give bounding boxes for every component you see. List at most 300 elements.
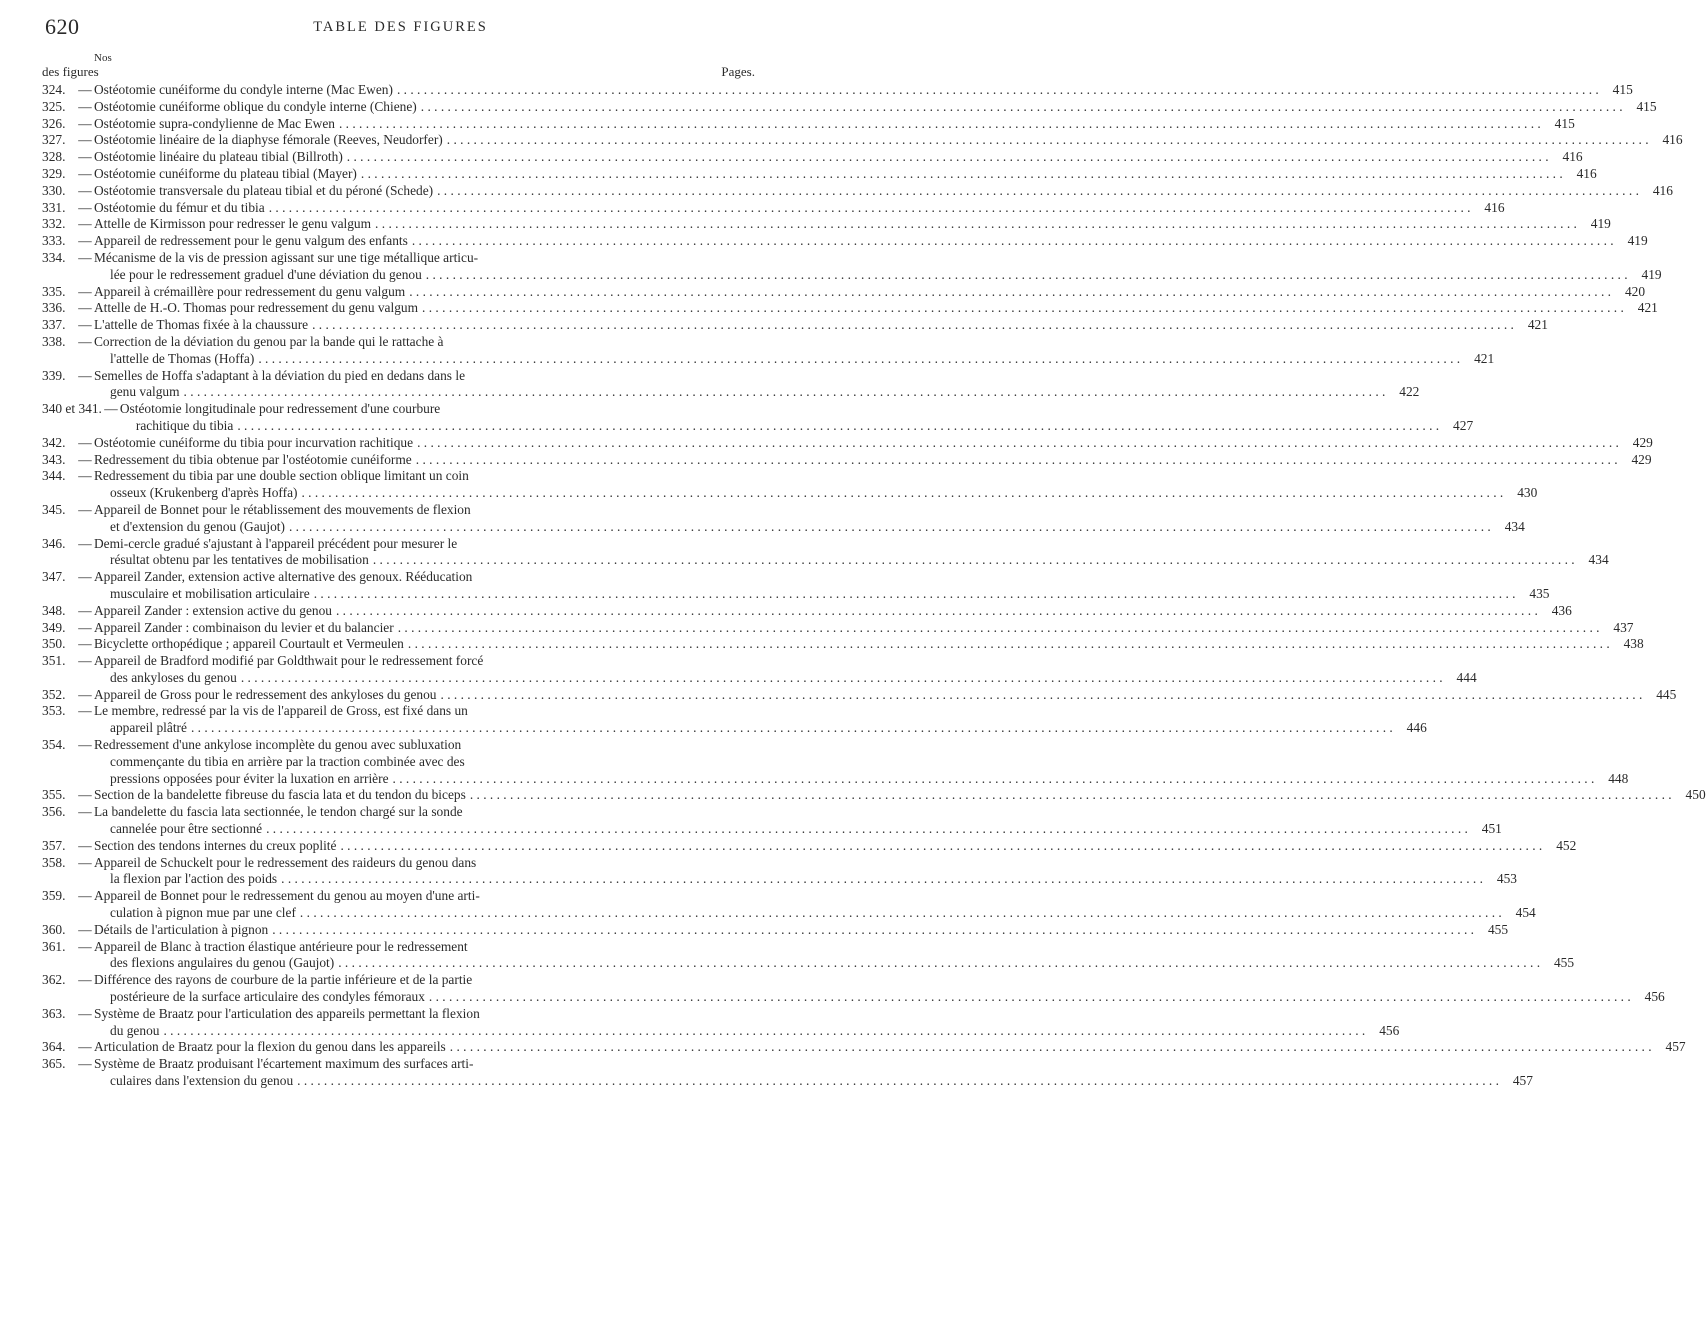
- figure-entry: [42, 182, 1673, 200]
- figure-number: 362.: [42, 972, 66, 988]
- figure-number: 334.: [42, 249, 66, 265]
- caption-line: Appareil de Gross pour le redressement des ankyloses du genou: [94, 686, 437, 702]
- figure-number: 331.: [42, 199, 66, 215]
- figure-caption: [94, 435, 1653, 452]
- entry-dash: —: [78, 602, 92, 618]
- figure-entry: [42, 535, 1609, 570]
- dot-leader: [433, 183, 1643, 200]
- dot-leader: [412, 452, 1622, 469]
- figure-number: 325.: [42, 98, 66, 114]
- figure-entry: [42, 653, 1477, 687]
- entry-dash: —: [78, 367, 92, 383]
- figure-caption: [94, 99, 1657, 116]
- figure-number: 363.: [42, 1005, 66, 1021]
- figure-entry: [42, 233, 1648, 250]
- figure-entry: [42, 888, 1536, 922]
- caption-line: lée pour le redressement graduel d'une déviation du genou: [110, 266, 422, 282]
- entry-dash: —: [78, 921, 92, 937]
- entry-dash: —: [78, 837, 92, 853]
- figure-caption: [94, 939, 1574, 973]
- caption-line: Correction de la déviation du genou par la bande qui le rattache à: [94, 333, 444, 349]
- dot-leader: [389, 771, 1599, 788]
- figure-number: 332.: [42, 216, 66, 232]
- figure-entry: [42, 367, 1420, 402]
- caption-line: Ostéotomie cunéiforme du tibia pour incurvation rachitique: [94, 434, 414, 450]
- figure-caption: [94, 149, 1583, 166]
- figure-entry: [42, 703, 1427, 737]
- entry-dash: —: [78, 434, 92, 450]
- caption-line: La bandelette du fascia lata sectionnée, le tendon chargé sur la sonde: [94, 804, 463, 820]
- figure-caption: [94, 1039, 1686, 1056]
- entry-dash: —: [78, 233, 92, 249]
- figure-entry: [42, 115, 1575, 133]
- dot-leader: [369, 552, 1579, 569]
- figure-number: 333.: [42, 233, 66, 249]
- figure-number: 342.: [42, 434, 66, 450]
- caption-line: Ostéotomie cunéiforme oblique du condyle interne (Chiene): [94, 98, 417, 114]
- entry-dash: —: [78, 468, 92, 484]
- figure-caption: [94, 636, 1644, 653]
- column-header-numbers: Nos: [94, 52, 112, 64]
- dot-leader: [297, 485, 1507, 502]
- entry-dash: —: [78, 149, 92, 165]
- figure-caption: [94, 200, 1505, 217]
- entry-dash: —: [78, 737, 92, 753]
- entry-dash: —: [78, 535, 92, 551]
- dot-leader: [404, 636, 1614, 653]
- figure-entry: [42, 98, 1657, 116]
- figure-entry: [42, 317, 1548, 334]
- dot-leader: [446, 1039, 1656, 1056]
- dot-leader: [466, 787, 1676, 804]
- caption-line: culaires dans l'extension du genou: [110, 1073, 294, 1089]
- figure-caption: [94, 82, 1633, 99]
- caption-line: Attelle de Kirmisson pour redresser le genu valgum: [94, 216, 372, 232]
- figure-number: 350.: [42, 636, 66, 652]
- figure-number: 328.: [42, 149, 66, 165]
- caption-line: Ostéotomie longitudinale pour redressement d'une courbure: [119, 401, 441, 417]
- figure-number: 352.: [42, 686, 66, 702]
- caption-line: Redressement du tibia par une double section oblique limitant un coin: [94, 468, 469, 484]
- figure-caption: [94, 737, 1628, 787]
- entry-dash: —: [78, 1039, 92, 1055]
- dot-leader: [437, 687, 1647, 704]
- entry-dash: —: [78, 132, 92, 148]
- page-ref: 455: [1487, 921, 1509, 937]
- caption-line: Section de la bandelette fibreuse du fascia lata et du tendon du biceps: [94, 787, 466, 803]
- entry-dash: —: [78, 182, 92, 198]
- figure-entry: [42, 737, 1629, 787]
- dot-leader: [233, 418, 1443, 435]
- figure-entry: [42, 249, 1662, 284]
- figure-number: 364.: [42, 1039, 66, 1055]
- entry-dash: —: [78, 854, 92, 870]
- figure-entry: [42, 283, 1646, 301]
- page-ref: 429: [1631, 451, 1652, 467]
- page-ref: 416: [1652, 182, 1673, 198]
- dot-leader: [422, 267, 1632, 284]
- caption-line: culation à pignon mue par une clef: [110, 905, 296, 921]
- caption-line: l'attelle de Thomas (Hoffa): [110, 350, 255, 366]
- entry-dash: —: [78, 972, 92, 988]
- figure-number: 360.: [42, 921, 66, 937]
- entry-dash: —: [78, 569, 92, 585]
- entry-dash: —: [78, 653, 92, 669]
- page-ref: 436: [1551, 602, 1572, 618]
- caption-line: Semelles de Hoffa s'adaptant à la déviation du pied en dedans dans le: [94, 367, 466, 383]
- page-ref: 427: [1453, 417, 1474, 433]
- page-ref: 453: [1496, 871, 1517, 887]
- figure-entry: [42, 1039, 1686, 1056]
- figure-caption: [94, 284, 1645, 301]
- dot-leader: [357, 166, 1567, 183]
- caption-line: commençante du tibia en arrière par la traction combinée avec des: [110, 753, 465, 769]
- figure-number: 357.: [42, 837, 66, 853]
- figure-entry: [42, 199, 1505, 217]
- entry-dash: —: [78, 501, 92, 517]
- dot-leader: [417, 99, 1627, 116]
- entry-dash: —: [78, 199, 92, 215]
- figure-number: 337.: [42, 317, 66, 333]
- figure-caption: [94, 166, 1597, 183]
- page-ref: 420: [1624, 283, 1646, 299]
- entry-dash: —: [78, 165, 92, 181]
- figure-number: 326.: [42, 115, 66, 131]
- dot-leader: [443, 132, 1653, 149]
- page-ref: 435: [1529, 585, 1550, 601]
- entry-dash: —: [78, 249, 92, 265]
- figure-number: 353.: [42, 703, 66, 719]
- entry-dash: —: [78, 115, 92, 131]
- entry-dash: —: [78, 333, 92, 349]
- caption-line: Demi-cercle gradué s'ajustant à l'appareil précédent pour mesurer le: [94, 535, 458, 551]
- figure-number: 339.: [42, 367, 66, 383]
- page-ref: 445: [1656, 686, 1677, 702]
- page-ref: 419: [1627, 233, 1648, 249]
- page-number: 620: [45, 14, 80, 39]
- page-ref: 415: [1612, 82, 1633, 97]
- entry-dash: —: [78, 317, 92, 333]
- figure-entry: [42, 149, 1583, 166]
- caption-line: cannelée pour être sectionné: [110, 821, 263, 837]
- figure-entry: [42, 1056, 1533, 1090]
- page-ref: 430: [1517, 485, 1538, 501]
- figure-caption: [94, 804, 1502, 838]
- caption-line: des ankyloses du genou: [110, 669, 237, 685]
- dot-leader: [296, 905, 1506, 922]
- caption-line: et d'extension du genou (Gaujot): [110, 518, 285, 534]
- figure-entry: [42, 1005, 1400, 1040]
- caption-line: du genou: [110, 1022, 160, 1038]
- caption-line: Différence des rayons de courbure de la partie inférieure et de la partie: [94, 972, 473, 988]
- page-ref: 454: [1515, 905, 1536, 921]
- figure-caption: [94, 368, 1419, 402]
- figure-entry: [42, 165, 1597, 183]
- figure-number: 356.: [42, 804, 66, 820]
- entry-dash: —: [78, 451, 92, 467]
- caption-line: Appareil Zander : combinaison du levier et du balancier: [94, 619, 394, 635]
- caption-line: osseux (Krukenberg d'après Hoffa): [110, 485, 298, 501]
- caption-line: Ostéotomie du fémur et du tibia: [94, 199, 265, 215]
- page-ref: 421: [1527, 317, 1548, 333]
- page-ref: 416: [1662, 132, 1683, 148]
- running-head: TABLE DES FIGURES: [313, 19, 488, 35]
- entry-dash: —: [78, 686, 92, 702]
- figure-caption: [94, 972, 1665, 1006]
- caption-line: Appareil de Blanc à traction élastique antérieure pour le redressement: [94, 938, 468, 954]
- caption-line: Redressement du tibia obtenue par l'ostéotomie cunéiforme: [94, 451, 412, 467]
- figure-number: 345.: [42, 501, 66, 517]
- caption-line: postérieure de la surface articulaire des condyles fémoraux: [110, 989, 425, 1005]
- dot-leader: [254, 351, 1464, 368]
- entry-dash: —: [104, 401, 118, 417]
- page-ref: 415: [1636, 98, 1657, 114]
- page-ref: 455: [1553, 955, 1575, 971]
- dot-leader: [335, 116, 1545, 133]
- figure-entry: [42, 401, 1474, 435]
- figure-entry: [42, 468, 1538, 502]
- caption-line: Redressement d'une ankylose incomplète du genou avec subluxation: [94, 737, 462, 753]
- figure-caption: [94, 502, 1525, 536]
- entry-dash: —: [78, 804, 92, 820]
- entry-dash: —: [78, 938, 92, 954]
- figure-entry: [42, 686, 1677, 704]
- caption-line: Ostéotomie cunéiforme du plateau tibial (Mayer): [94, 165, 357, 181]
- figure-number: 351.: [42, 653, 66, 669]
- figure-caption: [120, 401, 1473, 435]
- figure-number: 324.: [42, 82, 66, 97]
- figure-number: 355.: [42, 787, 66, 803]
- figure-caption: [94, 317, 1548, 334]
- dot-leader: [332, 603, 1542, 620]
- figure-entry: [42, 132, 1683, 149]
- entry-dash: —: [78, 1056, 92, 1072]
- figure-caption: [94, 536, 1609, 570]
- figure-caption: [94, 452, 1652, 469]
- caption-line: Système de Braatz pour l'articulation des appareils permettant la flexion: [94, 1005, 480, 1021]
- figure-caption: [94, 787, 1706, 804]
- page-ref: 415: [1554, 115, 1575, 131]
- figure-entry: [42, 804, 1502, 838]
- dot-leader: [308, 317, 1518, 334]
- figure-caption: [94, 687, 1676, 704]
- figure-number: 329.: [42, 165, 66, 181]
- entry-dash: —: [78, 619, 92, 635]
- figure-number: 347.: [42, 569, 66, 585]
- caption-line: musculaire et mobilisation articulaire: [110, 585, 310, 601]
- page-ref: 416: [1484, 199, 1505, 215]
- caption-line: L'attelle de Thomas fixée à la chaussure: [94, 317, 309, 333]
- figure-entry: [42, 837, 1577, 855]
- figure-entry: [42, 938, 1575, 973]
- dot-leader: [237, 670, 1447, 687]
- caption-line: rachitique du tibia: [135, 417, 234, 433]
- figure-entry: [42, 854, 1517, 889]
- figure-entry: [42, 921, 1509, 939]
- entry-dash: —: [78, 787, 92, 803]
- figure-entry: [42, 216, 1611, 233]
- figure-caption: [94, 183, 1673, 200]
- caption-line: pressions opposées pour éviter la luxation en arrière: [110, 770, 389, 786]
- figure-number: 344.: [42, 468, 66, 484]
- entry-dash: —: [78, 216, 92, 232]
- figure-caption: [94, 855, 1517, 889]
- figure-number: 335.: [42, 283, 66, 299]
- figure-number: 361.: [42, 938, 66, 954]
- figure-caption: [94, 569, 1550, 603]
- figure-caption: [94, 468, 1537, 502]
- figure-caption: [94, 703, 1427, 737]
- page-ref: 421: [1474, 350, 1495, 366]
- page-ref: 429: [1632, 434, 1653, 450]
- page-ref: 434: [1504, 518, 1525, 534]
- dot-leader: [262, 821, 1472, 838]
- dot-leader: [418, 300, 1628, 317]
- dot-leader: [394, 620, 1604, 637]
- caption-line: Détails de l'articulation à pignon: [94, 921, 269, 937]
- figure-caption: [94, 116, 1575, 133]
- page-ref: 434: [1588, 552, 1609, 568]
- caption-line: Attelle de H.-O. Thomas pour redressement du genu valgum: [94, 300, 419, 316]
- caption-line: Mécanisme de la vis de pression agissant sur une tige métallique articu-: [94, 249, 479, 265]
- entry-dash: —: [78, 703, 92, 719]
- figure-caption: [94, 334, 1494, 368]
- page-ref: 419: [1641, 266, 1662, 282]
- entry-dash: —: [78, 300, 92, 316]
- figure-number: 343.: [42, 451, 66, 467]
- caption-line: appareil plâtré: [110, 720, 187, 736]
- caption-line: Appareil de redressement pour le genu valgum des enfants: [94, 233, 408, 249]
- figure-number: 327.: [42, 132, 66, 148]
- figure-caption: [94, 838, 1576, 855]
- caption-line: Appareil de Bonnet pour le rétablissement des mouvements de flexion: [94, 501, 471, 517]
- figure-entry: [42, 82, 1633, 99]
- figure-number: 358.: [42, 854, 66, 870]
- figure-entry: [42, 569, 1550, 603]
- caption-line: Appareil de Bonnet pour le redressement du genou au moyen d'une arti-: [94, 888, 480, 904]
- dot-leader: [268, 922, 1478, 939]
- caption-line: Le membre, redressé par la vis de l'appareil de Gross, est fixé dans un: [94, 703, 468, 719]
- page-ref: 457: [1665, 1039, 1686, 1055]
- figure-entry: [42, 602, 1572, 620]
- figure-caption: [94, 216, 1611, 233]
- caption-line: Articulation de Braatz pour la flexion du genou dans les appareils: [94, 1039, 446, 1055]
- page-ref: 452: [1556, 837, 1577, 853]
- page-ref: 448: [1608, 770, 1629, 786]
- figure-number: 349.: [42, 619, 66, 635]
- caption-line: Bicyclette orthopédique ; appareil Courtault et Vermeulen: [94, 636, 404, 652]
- entry-dash: —: [78, 888, 92, 904]
- caption-line: Appareil Zander : extension active du genou: [94, 602, 332, 618]
- page-ref: 416: [1576, 165, 1597, 181]
- caption-line: la flexion par l'action des poids: [110, 871, 278, 887]
- dot-leader: [336, 838, 1546, 855]
- dot-leader: [334, 955, 1544, 972]
- figure-entry: [42, 636, 1644, 653]
- dot-leader: [310, 586, 1520, 603]
- figure-entry: [42, 451, 1652, 469]
- dot-leader: [277, 871, 1487, 888]
- dot-leader: [413, 435, 1623, 452]
- figure-caption: [94, 888, 1536, 922]
- caption-line: Ostéotomie cunéiforme du condyle interne (Mac Ewen): [94, 82, 393, 97]
- page-ref: 446: [1406, 720, 1427, 736]
- entry-dash: —: [78, 283, 92, 299]
- entry-dash: —: [78, 636, 92, 652]
- dot-leader: [393, 82, 1603, 99]
- column-header-pages: Pages.: [721, 64, 755, 79]
- caption-line: Ostéotomie linéaire du plateau tibial (Billroth): [94, 149, 343, 165]
- figure-caption: [94, 132, 1683, 149]
- dot-leader: [285, 519, 1495, 536]
- figure-number: 340 et 341.: [42, 401, 102, 417]
- entry-dash: —: [78, 1005, 92, 1021]
- figure-list: [42, 82, 1706, 1090]
- figure-number: 354.: [42, 737, 66, 753]
- entry-dash: —: [78, 98, 92, 114]
- figure-number: 348.: [42, 602, 66, 618]
- figure-entry: [42, 972, 1665, 1006]
- caption-line: genu valgum: [110, 384, 180, 400]
- figure-number: 330.: [42, 182, 66, 198]
- page-ref: 450: [1685, 787, 1706, 803]
- caption-line: Ostéotomie supra-condylienne de Mac Ewen: [94, 115, 335, 131]
- page-ref: 416: [1562, 149, 1583, 165]
- entry-dash: —: [78, 82, 92, 97]
- dot-leader: [408, 233, 1618, 250]
- figure-entry: [42, 787, 1706, 804]
- caption-line: résultat obtenu par les tentatives de mobilisation: [110, 552, 369, 568]
- figure-caption: [94, 922, 1508, 939]
- figure-number: 359.: [42, 888, 66, 904]
- page-ref: 456: [1644, 989, 1665, 1005]
- figure-caption: [94, 1006, 1399, 1040]
- dot-leader: [265, 200, 1475, 217]
- figure-entry: [42, 300, 1658, 317]
- figure-entry: [42, 619, 1634, 637]
- dot-leader: [180, 384, 1390, 401]
- page-ref: 422: [1399, 384, 1420, 400]
- caption-line: Appareil de Schuckelt pour le redressement des raideurs du genou dans: [94, 854, 477, 870]
- figure-number: 346.: [42, 535, 66, 551]
- dot-leader: [159, 1023, 1369, 1040]
- page-ref: 444: [1456, 669, 1477, 685]
- caption-line: Appareil Zander, extension active alternative des genoux. Rééducation: [94, 569, 473, 585]
- caption-line: Ostéotomie linéaire de la diaphyse fémorale (Reeves, Neudorfer): [94, 132, 443, 148]
- page-ref: 419: [1590, 216, 1611, 232]
- caption-line: Section des tendons internes du creux poplité: [94, 837, 337, 853]
- page-ref: 437: [1613, 619, 1634, 635]
- dot-leader: [293, 1073, 1503, 1090]
- caption-line: Appareil à crémaillère pour redressement du genu valgum: [94, 283, 406, 299]
- dot-leader: [343, 149, 1553, 166]
- page-ref: 457: [1512, 1073, 1533, 1089]
- page-ref: 421: [1637, 300, 1658, 316]
- figure-caption: [94, 1056, 1533, 1090]
- figure-number: 336.: [42, 300, 66, 316]
- page-ref: 456: [1379, 1022, 1400, 1038]
- figure-caption: [94, 300, 1658, 317]
- figure-entry: [42, 501, 1525, 536]
- figure-caption: [94, 653, 1477, 687]
- figure-entry: [42, 333, 1495, 368]
- caption-line: Appareil de Bradford modifié par Goldthwait pour le redressement forcé: [94, 653, 484, 669]
- figure-entry: [42, 434, 1653, 452]
- page-ref: 438: [1623, 636, 1644, 652]
- dot-leader: [187, 720, 1397, 737]
- page-ref: 451: [1481, 821, 1502, 837]
- figure-caption: [94, 603, 1572, 620]
